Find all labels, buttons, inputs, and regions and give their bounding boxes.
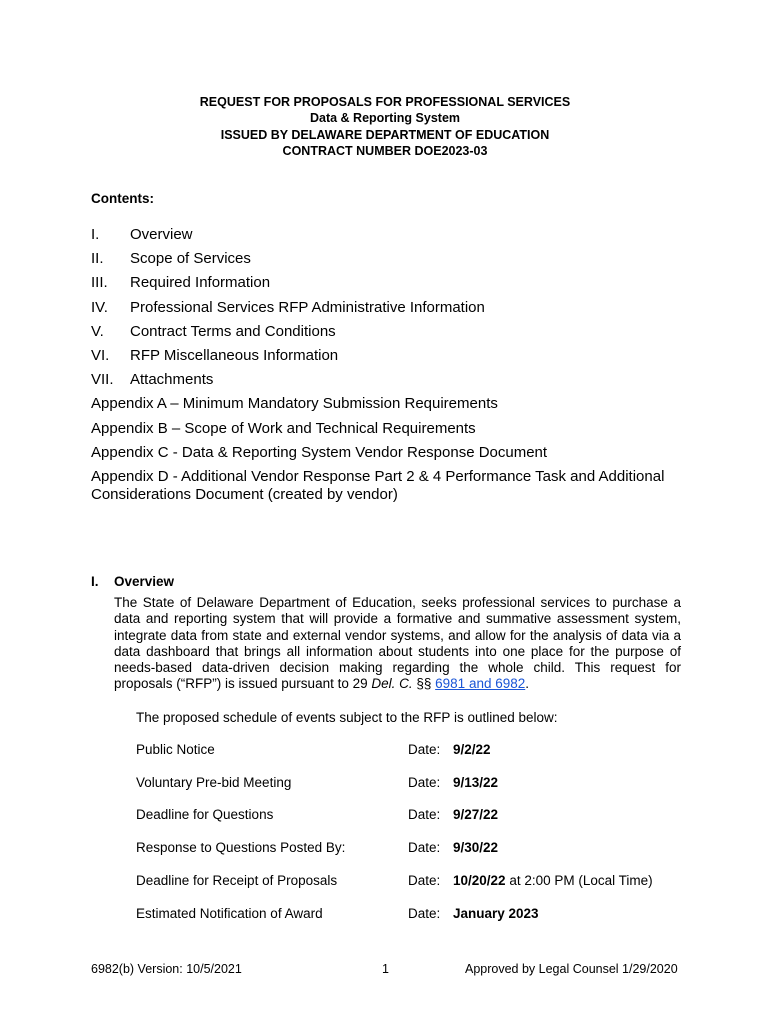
schedule-date-label: Date: bbox=[408, 775, 441, 790]
schedule-row bbox=[136, 873, 696, 891]
toc-item bbox=[91, 347, 701, 371]
toc-item-label: Overview bbox=[130, 226, 193, 243]
schedule-row bbox=[136, 906, 696, 924]
section-symbols: §§ bbox=[412, 676, 436, 692]
document-title bbox=[0, 94, 770, 159]
schedule-date-suffix: at 2:00 PM (Local Time) bbox=[505, 873, 653, 888]
schedule-date-bold: 10/20/22 bbox=[453, 873, 506, 888]
toc-item bbox=[91, 371, 701, 395]
schedule-date-bold: 9/13/22 bbox=[453, 775, 499, 790]
footer-version: 6982(b) Version: 10/5/2021 bbox=[91, 962, 242, 976]
schedule-date bbox=[453, 775, 498, 790]
section-title: Overview bbox=[114, 574, 175, 589]
schedule-date-bold: January 2023 bbox=[453, 906, 539, 921]
overview-text-end: . bbox=[525, 676, 530, 692]
toc-item-label: Contract Terms and Conditions bbox=[130, 322, 336, 340]
section-number: I. bbox=[91, 574, 99, 589]
schedule-event: Public Notice bbox=[136, 742, 215, 757]
schedule-event: Response to Questions Posted By: bbox=[136, 840, 346, 855]
appendix-d-item: Appendix D - Additional Vendor Response Part 2 & 4 Performance Task and Additional Considerations Document (created by vendor) bbox=[91, 468, 665, 504]
toc-item-number: V. bbox=[91, 322, 104, 340]
toc-item bbox=[91, 274, 701, 298]
toc-item-number: VII. bbox=[91, 371, 114, 389]
footer-approval: Approved by Legal Counsel 1/29/2020 bbox=[465, 962, 678, 976]
schedule-row bbox=[136, 742, 696, 760]
schedule-date bbox=[453, 807, 498, 822]
schedule-date-label: Date: bbox=[408, 807, 441, 822]
overview-heading bbox=[91, 574, 174, 589]
title-line-2: Data & Reporting System bbox=[309, 111, 461, 126]
schedule-intro: The proposed schedule of events subject to the RFP is outlined below: bbox=[136, 710, 558, 725]
schedule-date-bold: 9/27/22 bbox=[453, 807, 499, 822]
toc-item-number: III. bbox=[91, 274, 108, 292]
title-line-4: CONTRACT NUMBER DOE2023-03 bbox=[282, 143, 488, 158]
schedule-date-label: Date: bbox=[408, 840, 441, 855]
schedule-date bbox=[453, 906, 539, 921]
contents-heading: Contents: bbox=[91, 191, 154, 206]
toc-item-label: Scope of Services bbox=[130, 250, 251, 268]
toc-item bbox=[91, 299, 701, 323]
schedule-event: Deadline for Receipt of Proposals bbox=[136, 873, 338, 888]
title-line-3: ISSUED BY DELAWARE DEPARTMENT OF EDUCATION bbox=[220, 127, 550, 142]
toc-item-label: Attachments bbox=[130, 371, 214, 389]
schedule-date bbox=[453, 840, 498, 855]
schedule-row bbox=[136, 775, 696, 793]
schedule-event: Estimated Notification of Award bbox=[136, 906, 323, 921]
toc-item bbox=[91, 323, 701, 347]
toc-item-number: VI. bbox=[91, 346, 110, 364]
overview-paragraph bbox=[114, 595, 681, 693]
overview-text: The State of Delaware Department of Education, seeks professional services to purchase a data and reporting system that will provide a formative and summative assessment system, integrate data from state and external vendor systems, and allow for the analysis of data via a data dashboard that brings all information about students into one place for the purpose of needs-based data-driven decision making regarding the whole child. This request for proposals (“RFP”) is issued pursuant to 29 bbox=[114, 595, 681, 692]
schedule-date bbox=[453, 873, 653, 888]
toc-item-number: II. bbox=[91, 250, 104, 268]
title-line-1: REQUEST FOR PROPOSALS FOR PROFESSIONAL SERVICES bbox=[199, 95, 571, 109]
schedule-row bbox=[136, 807, 696, 825]
table-of-contents bbox=[91, 226, 701, 511]
appendix-c-item: Appendix C - Data & Reporting System Vendor Response Document bbox=[91, 444, 548, 462]
schedule-event: Voluntary Pre-bid Meeting bbox=[136, 775, 292, 790]
toc-item-number: I. bbox=[91, 226, 100, 243]
toc-item-label: Professional Services RFP Administrative Information bbox=[130, 298, 485, 316]
schedule-date-label: Date: bbox=[408, 906, 441, 921]
appendix-b-item: Appendix B – Scope of Work and Technical Requirements bbox=[91, 419, 476, 437]
schedule-event: Deadline for Questions bbox=[136, 807, 274, 822]
schedule-date-label: Date: bbox=[408, 873, 441, 888]
statute-citation: Del. C. bbox=[371, 676, 413, 692]
appendix-a-item: Appendix A – Minimum Mandatory Submission Requirements bbox=[91, 395, 498, 413]
toc-item-label: RFP Miscellaneous Information bbox=[130, 346, 339, 364]
toc-item-label: Required Information bbox=[130, 274, 271, 292]
schedule-date-label: Date: bbox=[408, 742, 441, 757]
statute-link[interactable]: 6981 and 6982 bbox=[435, 676, 526, 692]
toc-item-number: IV. bbox=[91, 298, 108, 316]
schedule-date-bold: 9/30/22 bbox=[453, 840, 499, 855]
schedule-row bbox=[136, 840, 696, 858]
schedule-date-bold: 9/2/22 bbox=[453, 742, 491, 757]
schedule-date bbox=[453, 742, 491, 757]
footer-page-number: 1 bbox=[382, 962, 389, 976]
toc-item bbox=[91, 226, 701, 250]
toc-item bbox=[91, 250, 701, 274]
